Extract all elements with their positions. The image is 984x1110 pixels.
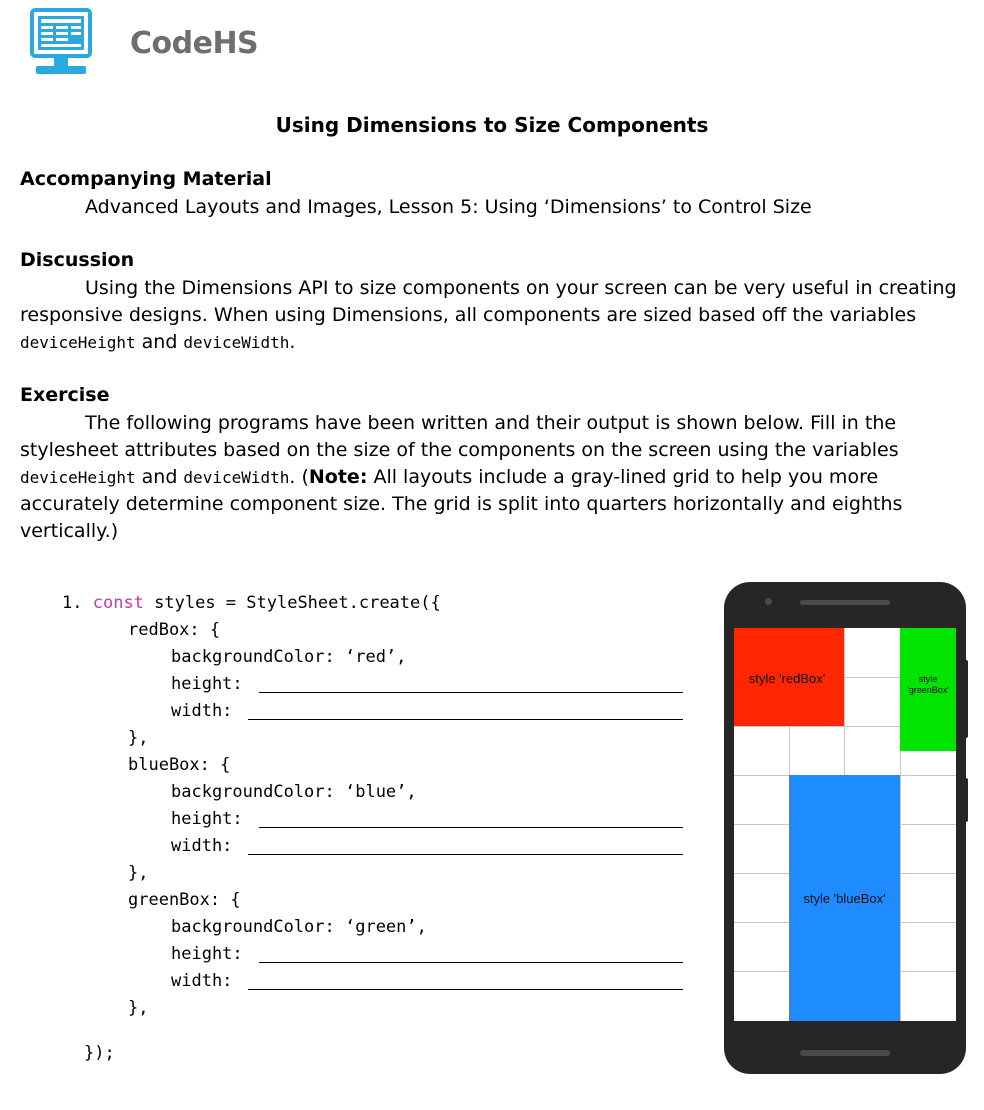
code-redbox-height: height: <box>171 674 243 694</box>
code-bluebox-height: height: <box>171 809 243 829</box>
greenbox-width-blank[interactable] <box>248 989 683 990</box>
blue-box <box>789 775 900 1021</box>
bluebox-width-blank[interactable] <box>248 854 683 855</box>
page-title: Using Dimensions to Size Components <box>275 113 709 137</box>
code-greenbox-open: greenBox: { <box>128 890 241 910</box>
green-box <box>900 628 956 751</box>
redbox-width-blank[interactable] <box>248 719 683 720</box>
code-bluebox-width: width: <box>171 836 233 856</box>
code-redbox-width: width: <box>171 701 233 721</box>
code-greenbox-height: height: <box>171 944 243 964</box>
brand-name: CodeHS <box>130 26 259 61</box>
code-greenbox-bg: backgroundColor: ‘green’, <box>171 917 427 937</box>
red-box <box>734 628 844 726</box>
redbox-height-blank[interactable] <box>259 692 683 693</box>
code-bluebox-open: blueBox: { <box>128 755 231 775</box>
code-redbox-close: }, <box>128 728 149 748</box>
discussion-heading: Discussion <box>20 249 135 271</box>
phone-screen <box>734 628 956 1021</box>
code-redbox-open: redBox: { <box>128 620 221 640</box>
monitor-logo-icon <box>30 8 92 76</box>
speaker-icon <box>800 600 890 605</box>
code-greenbox-width: width: <box>171 971 233 991</box>
accompanying-text: Advanced Layouts and Images, Lesson 5: Using ‘Dimensions’ to Control Size <box>85 196 812 218</box>
discussion-text: Using the Dimensions API to size components on your screen can be very useful in creating responsive designs. When using Dimensions, all components are sized based off the variables deviceHeight and deviceWidth. <box>20 277 957 353</box>
code-bluebox-close: }, <box>128 863 149 883</box>
code-greenbox-close: }, <box>128 998 149 1018</box>
codehs-logo <box>30 8 260 78</box>
code-line-1: 1. const styles = StyleSheet.create({ <box>62 593 441 613</box>
exercise-heading: Exercise <box>20 384 110 406</box>
camera-icon <box>765 598 772 605</box>
red-box-label: style 'redBox' <box>748 671 826 686</box>
bluebox-height-blank[interactable] <box>259 827 683 828</box>
blue-box-label: style 'blueBox' <box>803 891 886 906</box>
accompanying-heading: Accompanying Material <box>20 168 272 190</box>
code-end: }); <box>84 1043 115 1063</box>
greenbox-height-blank[interactable] <box>259 962 683 963</box>
exercise-text: The following programs have been written and their output is shown below. Fill in the stylesheet attributes based on the size of the components on the screen using the variables deviceHeight and deviceWidth. (Note: All layouts include a gray-lined grid to help you more accurately determine component size. The grid is split into quarters horizontally and eighths vertically.) <box>20 412 903 542</box>
code-bluebox-bg: backgroundColor: ‘blue’, <box>171 782 417 802</box>
home-bar-icon <box>800 1050 890 1056</box>
green-box-label: style 'greenBox' <box>907 674 949 695</box>
code-redbox-bg: backgroundColor: ‘red’, <box>171 647 407 667</box>
